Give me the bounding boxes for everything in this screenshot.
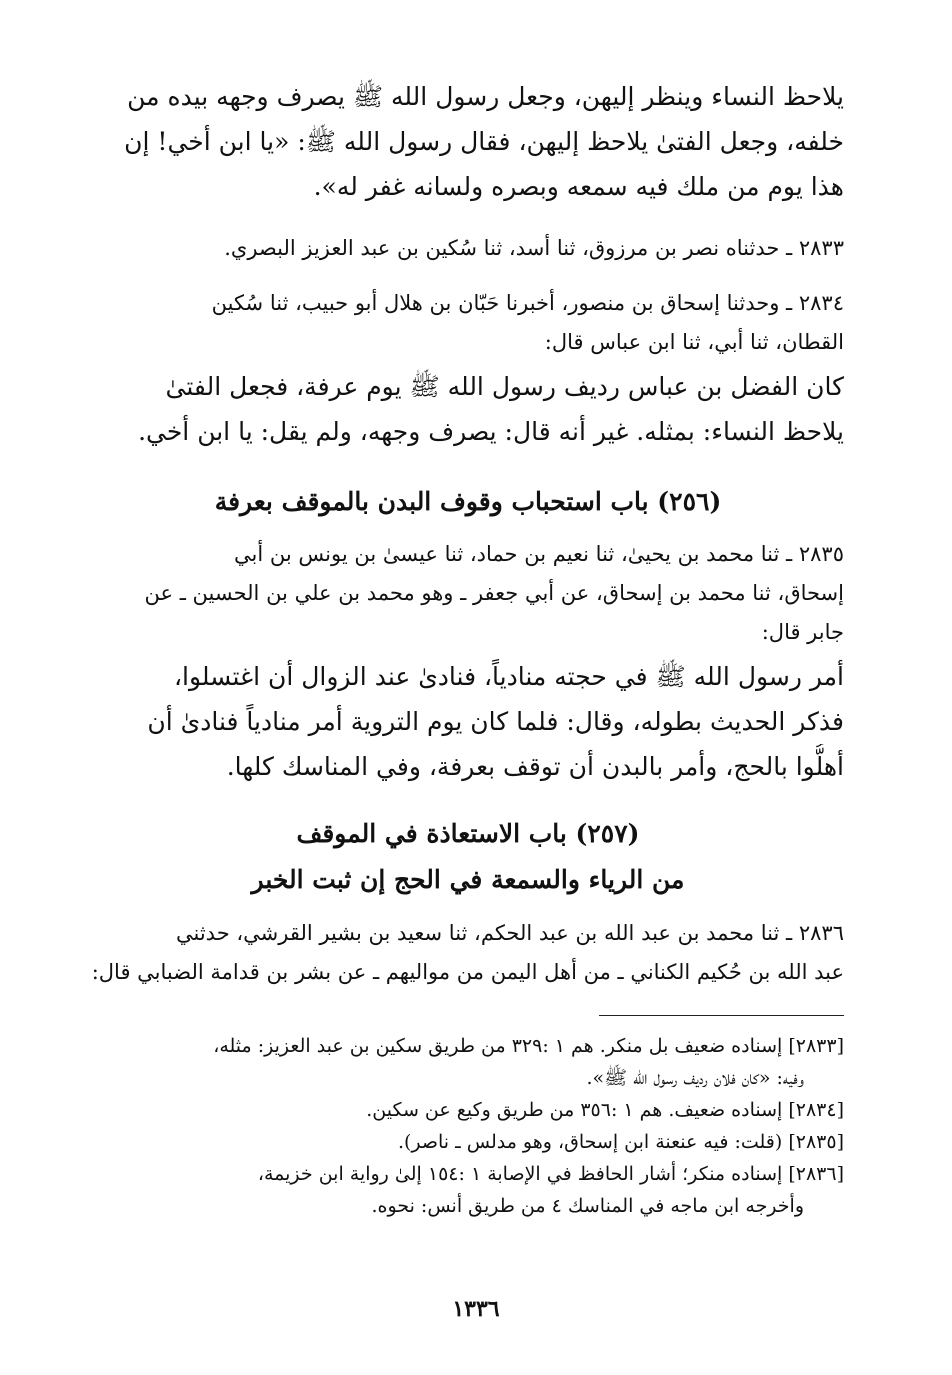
text-line: ٢٨٣٣ ـ حدثناه نصر بن مرزوق، ثنا أسد، ثنا سُكين بن عبد العزيز البصري. <box>224 236 844 260</box>
text-line: فذكر الحديث بطوله، وقال: فلما كان يوم التروية أمر منادياً فنادىٰ أن <box>147 707 844 736</box>
text-line: يلاحظ النساء: بمثله. غير أنه قال: يصرف وجهه، ولم يقل: يا ابن أخي. <box>138 417 844 446</box>
footnote-line: [٢٨٣٦] إسناده منكر؛ أشار الحافظ في الإصابة ١ :١٥٤ إلىٰ رواية ابن خزيمة، <box>257 1163 844 1185</box>
hadith-2836-isnad <box>92 914 844 992</box>
text-line: هذا يوم من ملك فيه سمعه وبصره ولسانه غفر له». <box>313 172 844 201</box>
footnote-line: وفيه: «كان فلان رديف رسول الله ﷺ». <box>586 1067 804 1089</box>
footnote-line: [٢٨٣٣] إسناده ضعيف بل منكر. هم ١ :٣٢٩ من طريق سكين بن عبد العزيز: مثله، <box>213 1035 844 1057</box>
text-line: إسحاق، ثنا محمد بن إسحاق، عن أبي جعفر ـ وهو محمد بن علي بن الحسين ـ عن <box>144 581 844 605</box>
hadith-2834-matn <box>92 364 844 454</box>
text-line: ٢٨٣٥ ـ ثنا محمد بن يحيىٰ، ثنا نعيم بن حماد، ثنا عيسىٰ بن يونس بن أبي <box>234 542 844 566</box>
text-line: ٢٨٣٤ ـ وحدثنا إسحاق بن منصور، أخبرنا حَبّان بن هلال أبو حبيب، ثنا سُكين <box>211 291 844 315</box>
text-line: ٢٨٣٦ ـ ثنا محمد بن عبد الله بن عبد الحكم، ثنا سعيد بن بشير القرشي، حدثني <box>176 921 844 945</box>
text-line: عبد الله بن حُكيم الكناني ـ من أهل اليمن من مواليهم ـ عن بشر بن قدامة الضبابي قال: <box>92 960 844 984</box>
footnote-line: وأخرجه ابن ماجه في المناسك ٤ من طريق أنس: نحوه. <box>371 1195 804 1217</box>
footnotes <box>92 1030 844 1222</box>
hadith-2833 <box>92 229 844 268</box>
chapter-257-title-line1: (٢٥٧) باب الاستعاذة في الموقف <box>296 819 640 848</box>
footnote-line: [٢٨٣٤] إسناده ضعيف. هم ١ :٣٥٦ من طريق وكيع عن سكين. <box>366 1099 844 1121</box>
text-line: كان الفضل بن عباس رديف رسول الله ﷺ يوم عرفة، فجعل الفتىٰ <box>165 372 844 401</box>
chapter-257-title-line2: من الرياء والسمعة في الحج إن ثبت الخبر <box>251 865 685 894</box>
footnote-separator <box>599 1015 844 1016</box>
text-line: جابر قال: <box>761 620 844 644</box>
footnote-line: [٢٨٣٥] (قلت: فيه عنعنة ابن إسحاق، وهو مدلس ـ ناصر). <box>397 1131 844 1153</box>
hadith-2835-matn <box>92 654 844 789</box>
intro-matn-paragraph <box>92 74 844 209</box>
chapter-256-title: (٢٥٦) باب استحباب وقوف البدن بالموقف بعرفة <box>214 487 722 516</box>
hadith-2835-isnad <box>92 535 844 652</box>
page-number: ١٣٣٦ <box>452 1296 500 1322</box>
text-line: خلفه، وجعل الفتىٰ يلاحظ إليهن، فقال رسول الله ﷺ: «يا ابن أخي! إن <box>124 127 844 156</box>
hadith-2834-isnad <box>92 284 844 362</box>
text-line: أمر رسول الله ﷺ في حجته منادياً، فنادىٰ عند الزوال أن اغتسلوا، <box>173 662 844 691</box>
text-line: يلاحظ النساء وينظر إليهن، وجعل رسول الله ﷺ يصرف وجهه بيده من <box>127 82 844 111</box>
text-line: أهلُّوا بالحج، وأمر بالبدن أن توقف بعرفة، وفي المناسك كلها. <box>226 752 844 781</box>
text-line: القطان، ثنا أبي، ثنا ابن عباس قال: <box>544 330 844 354</box>
